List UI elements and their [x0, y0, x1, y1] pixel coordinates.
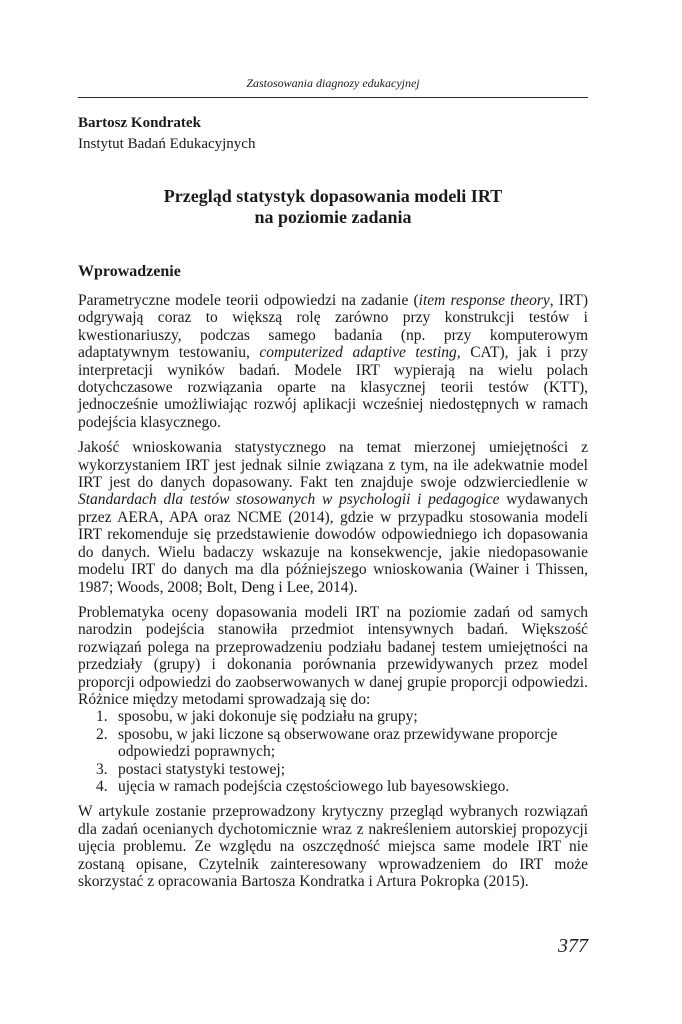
- list-item-number: 2.: [96, 725, 108, 743]
- list-item-number: 4.: [96, 777, 108, 795]
- body-text: [78, 292, 588, 898]
- paragraph-1-text-b: , IRT) odgrywają coraz to większą rolę zarówno przy konstrukcji testów i kwestionariuszy, podczas samego badania (np. przy komputerowym adaptatywnym testowaniu,: [78, 292, 588, 362]
- header-rule: [78, 97, 588, 98]
- paragraph-4: W artykule zostanie przeprowadzony krytyczny przegląd wybranych rozwiązań dla zadań ocenianych dychotomicznie wraz z nakreśleniem autorskiej propozycji ujęcia problemu. Ze względu na oszczędność miejsca same modele IRT nie zostaną opisane, Czytelnik zainteresowany wprowadzeniem do IRT może skorzystać z opracowania Bartosza Kondratka i Artura Pokropka (2015).: [78, 803, 588, 890]
- paragraph-2-text-b: wydawanych przez AERA, APA oraz NCME (2014), gdzie w przypadku stosowania modeli IRT rekomenduje się przedstawienie dowodów odpowiedniego ich dopasowania do danych. Wielu badaczy wskazuje na konsekwencje, jakie niedopasowanie modelu IRT do danych ma dla późniejszego wnioskowania (Wainer i Thissen, 1987; Woods, 2008; Bolt, Deng i Lee, 2014).: [78, 491, 588, 596]
- list-item: [78, 761, 588, 778]
- running-head: Zastosowania diagnozy edukacyjnej: [246, 76, 420, 90]
- numbered-list: [78, 708, 588, 795]
- author-name: Bartosz Kondratek: [78, 115, 201, 131]
- article-title: [78, 186, 588, 228]
- list-item: [78, 778, 588, 795]
- list-item: [78, 726, 588, 761]
- paragraph-3: Problematyka oceny dopasowania modeli IRT na poziomie zadań od samych narodzin podejścia stanowiła przedmiot intensywnych badań. Większość rozwiązań polega na przeprowadzeniu podziału badanej testem umiejętności na przedziały (grupy) i dokonania porównania przewidywanych przez model proporcji odpowiedzi do zaobserwowanych w danej grupie proporcji odpowiedzi. Różnice między metodami sprowadzają się do:: [78, 603, 588, 708]
- list-item: [78, 708, 588, 725]
- paragraph-1-italic-term: item response theory: [418, 292, 550, 309]
- author-affiliation: Instytut Badań Edukacyjnych: [78, 136, 256, 152]
- article-title-line-2: na poziomie zadania: [254, 207, 412, 227]
- paragraph-2-italic-standards: Standardach dla testów stosowanych w psychologii i pedagogice: [78, 491, 500, 509]
- list-item-number: 3.: [96, 760, 108, 778]
- paragraph-2-text-a: Jakość wnioskowania statystycznego na temat mierzonej umiejętności z wykorzystaniem IRT jest jednak silnie związana z tym, na ile adekwatnie model IRT jest do danych dopasowany. Fakt ten znajduje swoje odzwierciedlenie w: [78, 439, 588, 492]
- paragraph-1-italic-cat: computerized adaptive testing,: [259, 344, 461, 362]
- list-item-text: postaci statystyki testowej;: [118, 760, 286, 778]
- paragraph-1-text-a: Parametryczne modele teorii odpowiedzi na zadanie (: [78, 292, 419, 309]
- section-heading: Wprowadzenie: [78, 263, 181, 280]
- page-number: 377: [558, 935, 588, 957]
- list-item-text: sposobu, w jaki dokonuje się podziału na grupy;: [118, 708, 418, 726]
- list-item-text: ujęcia w ramach podejścia częstościowego lub bayesowskiego.: [118, 777, 510, 795]
- paragraph-1-text-c: CAT), jak i przy interpretacji wyników badań. Modele IRT wypierają na wielu polach dotychczasowe rozwiązania oparte na klasycznej teorii testów (KTT), jednocześnie umożliwiając rozwój aplikacji wcześniej niedostępnych w ramach podejścia klasycznego.: [78, 344, 589, 431]
- list-item-text: sposobu, w jaki liczone są obserwowane oraz przewidywane proporcje odpowiedzi poprawnych;: [118, 725, 558, 761]
- paragraph-1: [78, 292, 588, 431]
- paragraph-2: [78, 439, 588, 596]
- list-item-number: 1.: [96, 708, 108, 726]
- article-title-line-1: Przegląd statystyk dopasowania modeli IRT: [163, 186, 503, 206]
